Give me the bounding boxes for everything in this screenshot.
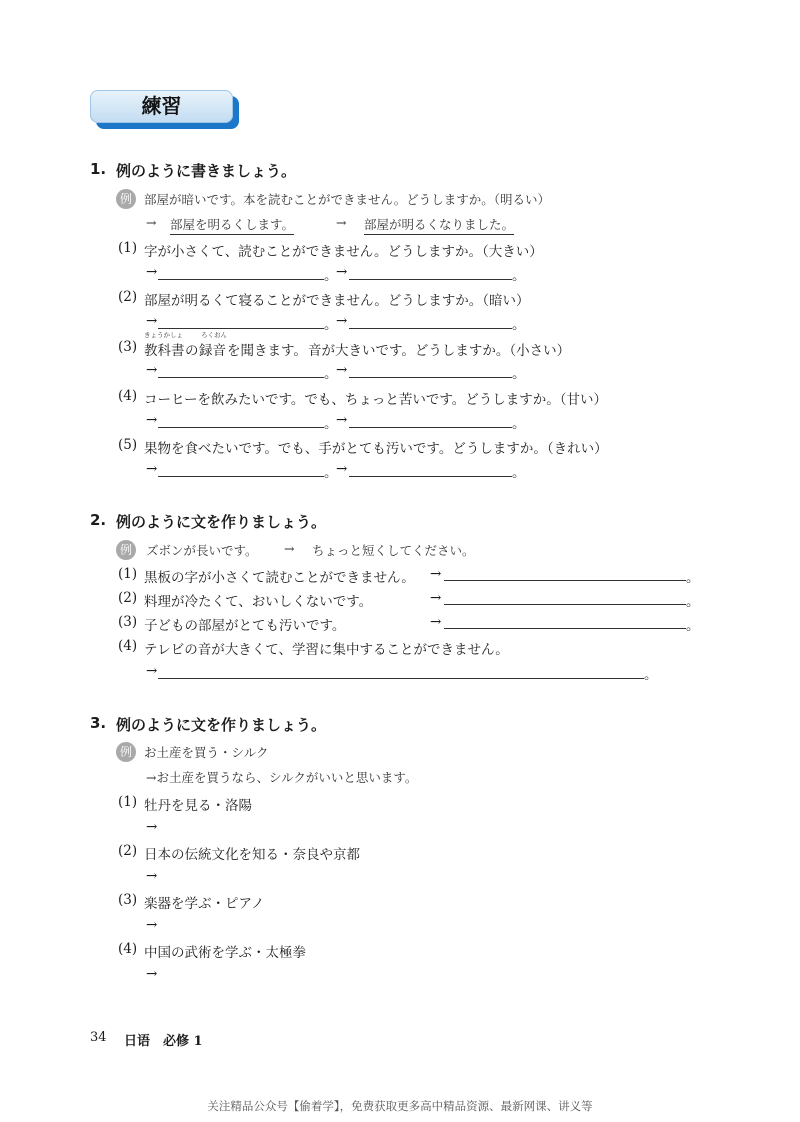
item-text: コーヒーを飲みたいです。でも、ちょっと苦いです。どうしますか。（甘い） <box>144 392 608 408</box>
furigana: きょうかしょ <box>144 331 183 339</box>
item-text-part: の <box>185 343 199 359</box>
arrow: → <box>430 566 442 582</box>
item-text: 楽器を学ぶ・ピアノ <box>144 896 265 912</box>
period: 。 <box>324 366 338 382</box>
item-number: (3) <box>118 339 138 355</box>
answer-blank[interactable] <box>444 580 686 581</box>
arrow: → <box>146 868 158 884</box>
item-number: (1) <box>118 240 138 256</box>
arrow: → <box>146 663 158 679</box>
arrow: → <box>146 461 158 477</box>
period: 。 <box>644 667 658 683</box>
section1-example-question: 部屋が暗いです。本を読むことができません。どうしますか。（明るい） <box>144 192 551 207</box>
section2-number: 2. <box>90 511 107 529</box>
arrow: → <box>336 215 347 230</box>
item-text: 料理が冷たくて、おいしくないです。 <box>144 594 373 610</box>
section3-title: 例のように文を作りましょう。 <box>116 716 327 734</box>
example-badge: 例 <box>116 742 136 762</box>
item-number: (2) <box>118 590 138 606</box>
item-number: (3) <box>118 892 138 908</box>
heading-tab <box>90 90 233 123</box>
item-word: 録音 <box>199 343 226 359</box>
period: 。 <box>512 366 526 382</box>
item-number: (4) <box>118 638 138 654</box>
answer-blank[interactable] <box>349 427 512 428</box>
example-badge: 例 <box>116 540 136 560</box>
item-number: (1) <box>118 566 138 582</box>
arrow: → <box>146 917 158 933</box>
answer-blank[interactable] <box>349 377 512 378</box>
book-title: 日语 必修 1 <box>124 1034 203 1049</box>
arrow: → <box>146 264 158 280</box>
section1-example-answer-1: 部屋を明るくします。 <box>170 215 294 235</box>
section1-example-answer-2: 部屋が明るくなりました。 <box>364 215 514 235</box>
item-text: 中国の武術を学ぶ・太極拳 <box>144 945 306 961</box>
answer-blank[interactable] <box>158 377 324 378</box>
period: 。 <box>324 465 338 481</box>
section2-title: 例のように文を作りましょう。 <box>116 513 327 531</box>
item-text: 黒板の字が小さくて読むことができません。 <box>144 570 415 586</box>
period: 。 <box>512 268 526 284</box>
section1-title: 例のように書きましょう。 <box>116 162 297 180</box>
watermark-text: 关注精品公众号【偷着学】，免费获取更多高中精品资源、最新网课、讲义等 <box>207 1099 593 1113</box>
answer-blank[interactable] <box>158 279 324 280</box>
period: 。 <box>324 416 338 432</box>
section2-example-question: ズボンが長いです。 <box>146 543 258 558</box>
arrow: → <box>146 362 158 378</box>
arrow: → <box>146 313 158 329</box>
item-text: 日本の伝統文化を知る・奈良や京都 <box>144 847 360 863</box>
answer-blank[interactable] <box>158 678 644 679</box>
example-badge: 例 <box>116 189 136 209</box>
arrow: → <box>336 461 348 477</box>
furigana: ろくおん <box>201 331 227 339</box>
period: 。 <box>512 317 526 333</box>
arrow: → <box>146 412 158 428</box>
item-number: (1) <box>118 794 138 810</box>
answer-blank[interactable] <box>349 279 512 280</box>
arrow: → <box>336 412 348 428</box>
item-number: (2) <box>118 843 138 859</box>
section3-example-question: お土産を買う・シルク <box>144 745 269 760</box>
period: 。 <box>686 594 700 610</box>
answer-blank[interactable] <box>444 604 686 605</box>
answer-blank[interactable] <box>349 328 512 329</box>
page-title: 練習 <box>141 94 182 118</box>
section1-number: 1. <box>90 160 107 178</box>
item-text: 部屋が明るくて寝ることができません。どうしますか。（暗い） <box>144 293 530 309</box>
item-number: (2) <box>118 289 138 305</box>
arrow: → <box>146 966 158 982</box>
item-number: (4) <box>118 388 138 404</box>
arrow: → <box>430 614 442 630</box>
item-text: テレビの音が大きくて、学習に集中することができません。 <box>144 642 509 658</box>
section2-example-answer: ちょっと短くしてください。 <box>312 543 475 558</box>
answer-blank[interactable] <box>158 328 324 329</box>
period: 。 <box>324 268 338 284</box>
item-text: 字が小さくて、読むことができません。どうしますか。（大きい） <box>144 244 543 260</box>
period: 。 <box>512 416 526 432</box>
answer-blank[interactable] <box>349 476 512 477</box>
item-text: 果物を食べたいです。でも、手がとても汚いです。どうしますか。（きれい） <box>144 441 608 457</box>
item-word: 教科書 <box>144 343 185 359</box>
item-text: 音が大きいです。どうしますか。（小さい） <box>308 343 571 359</box>
period: 。 <box>686 570 700 586</box>
arrow: → <box>146 215 157 230</box>
period: 。 <box>324 317 338 333</box>
arrow: → <box>336 362 348 378</box>
arrow: → <box>146 819 158 835</box>
item-text: 牡丹を見る・洛陽 <box>144 798 252 814</box>
arrow: → <box>284 541 295 556</box>
item-text-part: を聞きます。 <box>227 343 307 359</box>
answer-blank[interactable] <box>158 476 324 477</box>
arrow: → <box>336 313 348 329</box>
page-number: 34 <box>90 1030 107 1045</box>
answer-blank[interactable] <box>158 427 324 428</box>
period: 。 <box>686 618 700 634</box>
item-number: (3) <box>118 614 138 630</box>
section3-number: 3. <box>90 714 107 732</box>
arrow: → <box>430 590 442 606</box>
item-number: (4) <box>118 941 138 957</box>
item-number: (5) <box>118 437 138 453</box>
period: 。 <box>512 465 526 481</box>
item-text: 子どもの部屋がとても汚いです。 <box>144 618 346 634</box>
section3-example-answer: →お土産を買うなら、シルクがいいと思います。 <box>146 770 418 785</box>
arrow: → <box>336 264 348 280</box>
answer-blank[interactable] <box>444 628 686 629</box>
